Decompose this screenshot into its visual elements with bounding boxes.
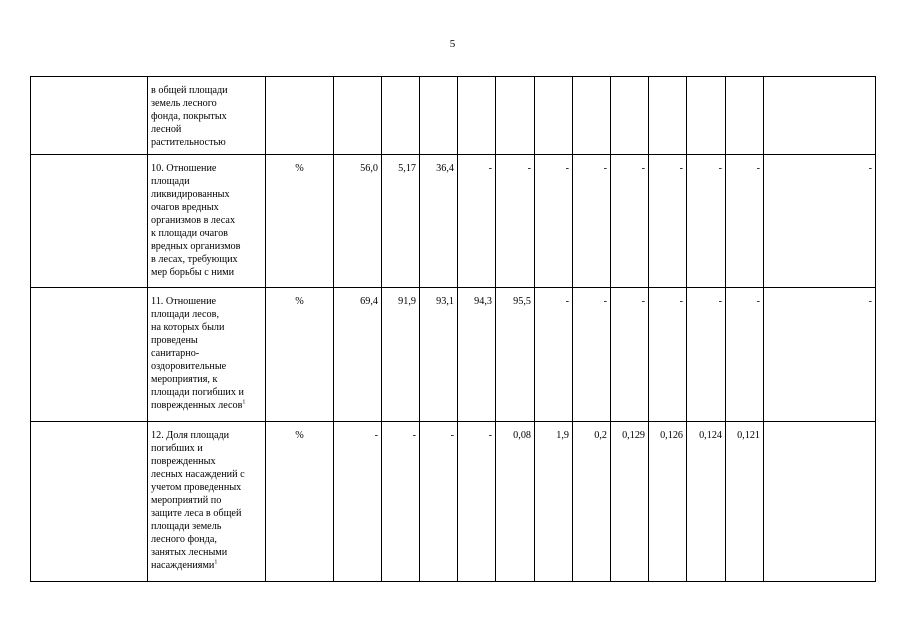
blank-cell	[31, 288, 148, 422]
footnote-mark: 1	[214, 559, 218, 566]
indicator-name-cell	[148, 422, 266, 582]
indicator-name-line: растительностью	[151, 137, 226, 148]
indicator-name-line: площади лесов,	[151, 309, 220, 320]
blank-cell	[31, 77, 148, 155]
indicator-name-line: оздоровительные	[151, 361, 227, 372]
value-cell: -	[687, 155, 726, 288]
value-cell: -	[726, 155, 764, 288]
value-cell: -	[573, 155, 611, 288]
indicator-name-line: лесного фонда,	[151, 534, 217, 545]
footnote-mark: 1	[242, 399, 246, 406]
page-number: 5	[449, 38, 456, 50]
value-cell: 56,0	[334, 155, 382, 288]
indicator-name-cell	[148, 77, 266, 155]
value-cell: -	[649, 155, 687, 288]
indicator-name-line: в лесах, требующих	[151, 254, 238, 265]
indicator-name-cell	[148, 288, 266, 422]
indicator-name-line: на которых были	[151, 322, 225, 333]
unit-cell: %	[266, 422, 334, 582]
indicator-name-line: площади погибших и	[151, 387, 244, 398]
indicator-name-line: мер борьбы с ними	[151, 267, 235, 278]
indicator-name-line: учетом проведенных	[151, 482, 242, 493]
indicator-name-line: мероприятия, к	[151, 374, 218, 385]
value-cell: -	[764, 155, 876, 288]
value-cell: -	[764, 288, 876, 422]
indicator-name-line: земель лесного	[151, 98, 217, 109]
value-cell	[611, 77, 649, 155]
unit-cell: %	[266, 288, 334, 422]
value-cell: 0,08	[496, 422, 535, 582]
value-cell	[382, 77, 420, 155]
value-cell	[334, 77, 382, 155]
value-cell: -	[611, 155, 649, 288]
value-cell: -	[458, 422, 496, 582]
value-cell: -	[334, 422, 382, 582]
indicator-name-line: площади земель	[151, 521, 222, 532]
indicator-name-line: занятых лесными	[151, 547, 228, 558]
value-cell	[726, 77, 764, 155]
value-cell: -	[382, 422, 420, 582]
value-cell: 0,126	[649, 422, 687, 582]
value-cell: -	[535, 155, 573, 288]
indicator-name-line-wrap	[151, 399, 262, 412]
indicator-name-line: поврежденных лесов	[151, 400, 243, 411]
indicator-name-line: 10. Отношение	[151, 163, 217, 174]
indicator-name-line: вредных организмов	[151, 241, 241, 252]
indicator-name-line: погибших и	[151, 443, 203, 454]
indicator-name-line: ликвидированных	[151, 189, 230, 200]
value-cell: 94,3	[458, 288, 496, 422]
value-cell: 91,9	[382, 288, 420, 422]
indicator-name-cell	[148, 155, 266, 288]
indicator-name-line: 11. Отношение	[151, 296, 217, 307]
indicator-name-line-wrap	[151, 559, 262, 572]
indicator-name-line: проведены	[151, 335, 198, 346]
table-row	[31, 422, 876, 582]
value-cell	[458, 77, 496, 155]
unit-cell: %	[266, 155, 334, 288]
value-cell	[573, 77, 611, 155]
value-cell: -	[535, 288, 573, 422]
indicator-name-line: мероприятий по	[151, 495, 222, 506]
blank-cell	[31, 155, 148, 288]
value-cell: 1,9	[535, 422, 573, 582]
value-cell: -	[420, 422, 458, 582]
value-cell	[420, 77, 458, 155]
value-cell: -	[496, 155, 535, 288]
indicator-name-line: очагов вредных	[151, 202, 219, 213]
value-cell: -	[611, 288, 649, 422]
value-cell	[764, 422, 876, 582]
value-cell: 0,129	[611, 422, 649, 582]
indicators-table	[30, 76, 876, 582]
table-row	[31, 288, 876, 422]
value-cell	[535, 77, 573, 155]
value-cell: 5,17	[382, 155, 420, 288]
value-cell	[687, 77, 726, 155]
value-cell: 69,4	[334, 288, 382, 422]
value-cell: 0,121	[726, 422, 764, 582]
value-cell: -	[687, 288, 726, 422]
indicator-name-line: защите леса в общей	[151, 508, 242, 519]
value-cell: 0,2	[573, 422, 611, 582]
indicator-name-line: фонда, покрытых	[151, 111, 227, 122]
value-cell: -	[573, 288, 611, 422]
indicator-name-line: площади	[151, 176, 190, 187]
value-cell: -	[458, 155, 496, 288]
indicator-name-line: организмов в лесах	[151, 215, 236, 226]
value-cell: 0,124	[687, 422, 726, 582]
indicator-name-line: лесной	[151, 124, 182, 135]
value-cell	[764, 77, 876, 155]
value-cell: -	[649, 288, 687, 422]
unit-cell	[266, 77, 334, 155]
blank-cell	[31, 422, 148, 582]
indicator-name-line: в общей площади	[151, 85, 228, 96]
value-cell	[496, 77, 535, 155]
indicator-name-line: поврежденных	[151, 456, 216, 467]
value-cell: 36,4	[420, 155, 458, 288]
table-row	[31, 77, 876, 155]
table-row	[31, 155, 876, 288]
value-cell: -	[726, 288, 764, 422]
value-cell: 95,5	[496, 288, 535, 422]
indicator-name-line: санитарно-	[151, 348, 200, 359]
indicator-name-line: лесных насаждений с	[151, 469, 245, 480]
indicator-name-line: 12. Доля площади	[151, 430, 230, 441]
value-cell: 93,1	[420, 288, 458, 422]
value-cell	[649, 77, 687, 155]
indicator-name-line: к площади очагов	[151, 228, 228, 239]
indicator-name-line: насаждениями	[151, 560, 215, 571]
